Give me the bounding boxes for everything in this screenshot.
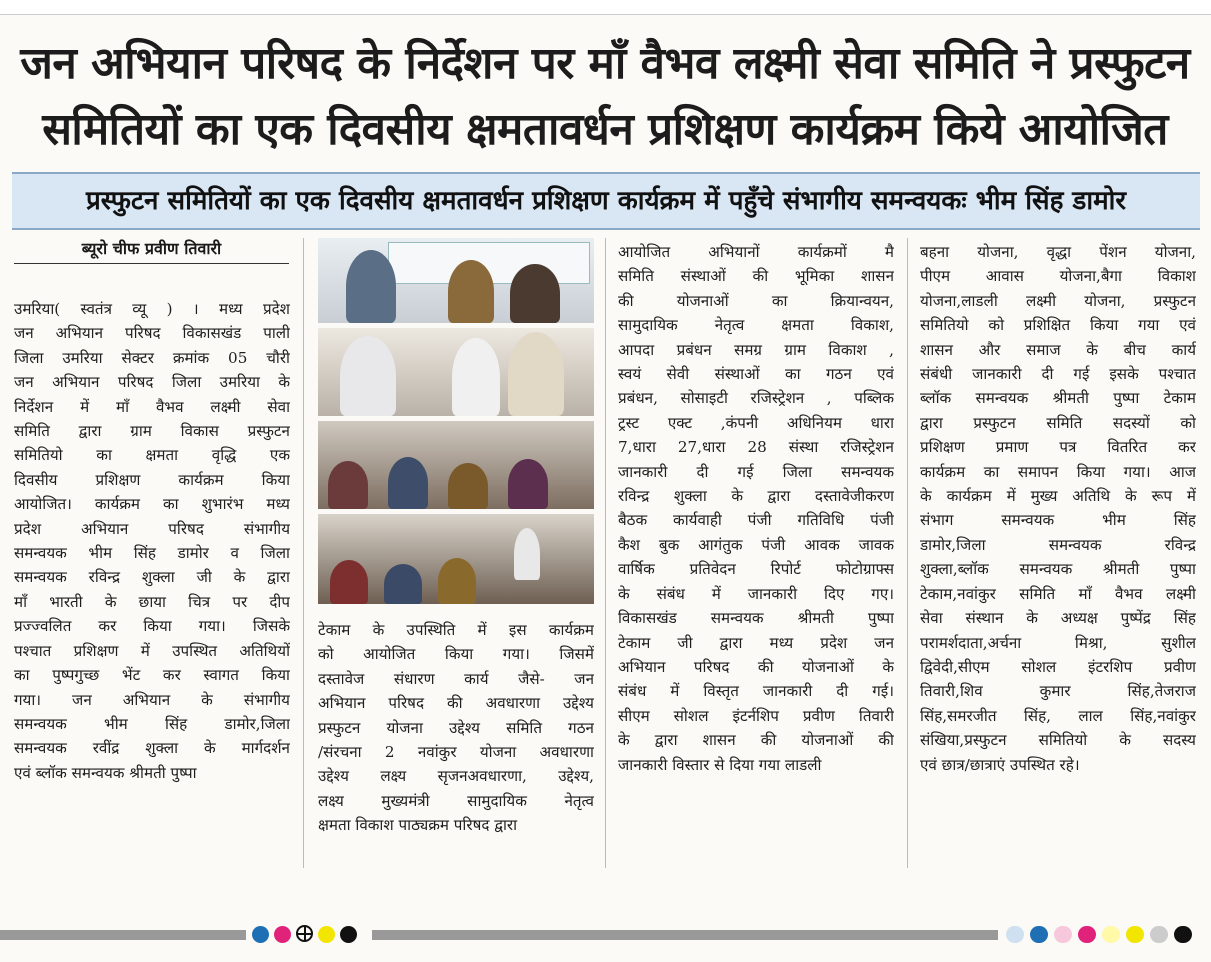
color-swatch: [1174, 926, 1192, 943]
article-line: को आयोजित किया गया। जिसमें: [318, 645, 594, 664]
article-line: बैठक कार्यवाही पंजी गतिविधि पंजी: [618, 511, 894, 530]
article-line: विकासखंड समन्वयक श्रीमती पुष्पा: [618, 609, 894, 628]
article-line: शुक्ला,ब्लॉक समन्वयक श्रीमती पुष्पा: [920, 560, 1196, 579]
article-line: आयोजित अभियानों कार्यक्रमों मै: [618, 243, 894, 261]
article-line: संखिया,प्रस्फुटन समितियो के सदस्य: [920, 731, 1196, 750]
article-line: दिवसीय प्रशिक्षण कार्यक्रम किया: [14, 470, 290, 489]
article-column-3: [618, 240, 894, 777]
color-swatch: [1126, 926, 1144, 943]
article-line: निर्देशन में माँ वैभव लक्ष्मी सेवा: [14, 397, 290, 416]
article-line: शासन और समाज के बीच कार्य: [920, 340, 1196, 359]
article-line: प्रबंधन, सोसाइटी रजिस्ट्रेशन , पब्लिक: [618, 389, 894, 408]
article-line: आपदा प्रबंधन समग्र ग्राम विकाश ,: [618, 340, 894, 359]
article-column-4: [920, 240, 1196, 777]
registration-dot: [274, 926, 291, 943]
registration-dot: [252, 926, 269, 943]
article-line: एवं छात्र/छात्राएं उपस्थित रहे।: [920, 755, 1080, 774]
article-line: परामर्शदाता,अर्चना मिश्रा, सुशील: [920, 633, 1196, 652]
article-line: तिवारी,शिव कुमार सिंह,तेजराज: [920, 682, 1196, 701]
article-line: सेवा संस्थान के अध्यक्ष पुष्पेंद्र सिंह: [920, 609, 1196, 628]
article-line: संभाग समन्वयक भीम सिंह: [920, 511, 1196, 530]
article-line: जिला उमरिया सेक्टर क्रमांक 05 चौरी: [14, 348, 290, 367]
article-line: डामोर,जिला समन्वयक रविन्द्र: [920, 535, 1196, 554]
article-line: एवं ब्लॉक समन्वयक श्रीमती पुष्पा: [14, 763, 197, 782]
article-line: टेकाम के उपस्थिति में इस कार्यक्रम: [318, 621, 594, 639]
article-line: समितियो का क्षमता वृद्धि एक: [14, 446, 290, 465]
color-swatch: [1078, 926, 1096, 943]
article-line: पीएम आवास योजना,बैगा विकाश: [920, 267, 1196, 286]
article-line: कार्यक्रम का समापन किया गया। आज: [920, 462, 1196, 481]
article-line: जन अभियान परिषद विकासखंड पाली: [14, 324, 290, 343]
article-line: टेकाम जी द्वारा मध्य प्रदेश जन: [618, 633, 894, 652]
registration-bar-left: [0, 930, 246, 940]
column-divider: [907, 238, 908, 868]
article-line: पश्चात प्रशिक्षण में उपस्थित अतिथियों: [14, 641, 290, 660]
article-line: टेकाम,नवांकुर समिति माँ वैभव लक्ष्मी: [920, 584, 1196, 603]
article-line: दस्तावेज संधारण कार्य जैसे- जन: [318, 669, 594, 688]
column-divider: [605, 238, 606, 868]
article-line: सिंह,समरजीत सिंह, लाल सिंह,नवांकुर: [920, 706, 1196, 725]
article-line: स्वयं सेवी संस्थाओं का गठन एवं: [618, 365, 894, 384]
article-line: योजना,लाडली लक्ष्मी योजना, प्रस्फुटन: [920, 291, 1196, 310]
article-line: सामुदायिक नेतृत्व क्षमता विकाश,: [618, 316, 894, 335]
crosshair-registration-icon: [296, 925, 313, 942]
article-line: अभियान परिषद की योजनाओं के: [618, 657, 894, 676]
article-line: माँ भारती के छाया चित्र पर दीप: [14, 592, 290, 611]
article-line: के संबंध में जानकारी दिए गए।: [618, 584, 894, 603]
color-swatch: [1102, 926, 1120, 943]
article-line: लक्ष्य मुख्यमंत्री सामुदायिक नेतृत्व: [318, 791, 594, 810]
article-line: जानकारी दी गई जिला समन्वयक: [618, 462, 894, 481]
photo-training-hall: [318, 514, 594, 604]
subheadline-banner: [12, 172, 1200, 230]
photo-audience-seated: [318, 421, 594, 509]
photo-stage-guests: [318, 238, 594, 323]
column-divider: [303, 238, 304, 868]
print-registration-bar: [0, 920, 1211, 948]
article-line: ट्रस्ट एक्ट ,कंपनी अधिनियम धारा: [618, 413, 894, 432]
article-line: सीएम सोशल इंटर्नशिप प्रवीण तिवारी: [618, 706, 894, 725]
registration-dot: [318, 926, 335, 943]
article-line: उद्देश्य लक्ष्य सृजनअवधारणा, उद्देश्य,: [318, 767, 594, 786]
article-column-1: [14, 297, 290, 785]
subheadline-text: प्रस्फुटन समितियों का एक दिवसीय क्षमतावर्धन प्रशिक्षण कार्यक्रम में पहुँचे संभागीय समन्वयकः भीम सिंह डामोर: [85, 186, 1126, 216]
color-swatch: [1150, 926, 1168, 943]
article-line: का पुष्पगुच्छ भेंट कर स्वागत किया: [14, 666, 290, 685]
article-line: अभियान परिषद की अवधारणा उद्देश्य: [318, 694, 594, 713]
page-top-strip: [0, 0, 1211, 15]
article-line: समन्वयक भीम सिंह डामोर,जिला: [14, 714, 290, 733]
article-line: समिति संस्थाओं की भूमिका शासन: [618, 267, 894, 286]
article-line: प्रस्फुटन योजना उद्देश्य समिति गठन: [318, 718, 594, 737]
article-line: समिति द्वारा ग्राम विकास प्रस्फुटन: [14, 422, 290, 441]
headline-line-2: समितियों का एक दिवसीय क्षमतावर्धन प्रशिक्षण कार्यक्रम किये आयोजित: [42, 104, 1168, 155]
article-line: द्विवेदी,सीएम सोशल इंटरशिप प्रवीण: [920, 657, 1196, 676]
article-line: ब्लॉक समन्वयक श्रीमती पुष्पा टेकाम: [920, 389, 1196, 408]
color-swatch: [1054, 926, 1072, 943]
article-line: संबंध में विस्तृत जानकारी दी गई।: [618, 682, 894, 701]
article-line: कैश बुक आगंतुक पंजी आवक जावक: [618, 535, 894, 554]
byline: ब्यूरो चीफ प्रवीण तिवारी: [14, 237, 289, 264]
article-line: द्वारा प्रस्फुटन समिति सदस्यों को: [920, 413, 1196, 432]
article-line: 7,धारा 27,धारा 28 संस्था रजिस्ट्रेशन: [618, 438, 894, 457]
article-line: रविन्द्र शुक्ला के द्वारा दस्तावेजीकरण: [618, 487, 894, 506]
article-line: समन्वयक भीम सिंह डामोर व जिला: [14, 544, 290, 563]
registration-bar-right: [372, 930, 998, 940]
article-line: प्रशिक्षण प्रमाण पत्र वितरित कर: [920, 438, 1196, 457]
headline-line-1: जन अभियान परिषद के निर्देशन पर माँ वैभव लक्ष्मी सेवा समिति ने प्रस्फुटन: [20, 38, 1190, 89]
article-line: जन अभियान परिषद जिला उमरिया के: [14, 373, 290, 392]
photo-collage: [318, 238, 594, 604]
article-line: बहना योजना, वृद्धा पेंशन योजना,: [920, 243, 1196, 261]
article-line: प्रदेश अभियान परिषद संभागीय: [14, 519, 290, 538]
article-line: प्रज्ज्वलित कर किया गया। जिसके: [14, 617, 290, 636]
article-column-2: [318, 618, 594, 838]
registration-dot: [340, 926, 357, 943]
article-line: समन्वयक रविन्द्र शुक्ला जी के द्वारा: [14, 568, 290, 587]
color-swatch: [1030, 926, 1048, 943]
article-line: जानकारी विस्तार से दिया गया लाडली: [618, 755, 822, 774]
article-line: आयोजित। कार्यक्रम का शुभारंभ मध्य: [14, 495, 290, 514]
article-line: /संरचना 2 नवांकुर योजना अवधारणा: [318, 743, 594, 762]
article-line: समितियो को प्रशिक्षित किया गया एवं: [920, 316, 1196, 335]
article-line: क्षमता विकाश पाठ्यक्रम परिषद द्वारा: [318, 816, 518, 835]
article-line: के कार्यक्रम में मुख्य अतिथि के रूप में: [920, 487, 1196, 506]
photo-felicitation: [318, 328, 594, 416]
article-line: संबंधी जानकारी दी गई इसके पश्चात: [920, 365, 1196, 384]
article-line: गया। जन अभियान के संभागीय: [14, 690, 290, 709]
article-line: की योजनाओं का क्रियान्वयन,: [618, 291, 894, 310]
article-line: वार्षिक प्रतिवेदन रिपोर्ट फोटोग्राफ्स: [618, 560, 894, 579]
article-line: समन्वयक रवींद्र शुक्ला के मार्गदर्शन: [14, 739, 290, 758]
color-swatch: [1006, 926, 1024, 943]
article-line: उमरिया( स्वतंत्र व्यू ) । मध्य प्रदेश: [14, 300, 290, 318]
article-line: के द्वारा शासन की योजनाओं की: [618, 731, 894, 750]
